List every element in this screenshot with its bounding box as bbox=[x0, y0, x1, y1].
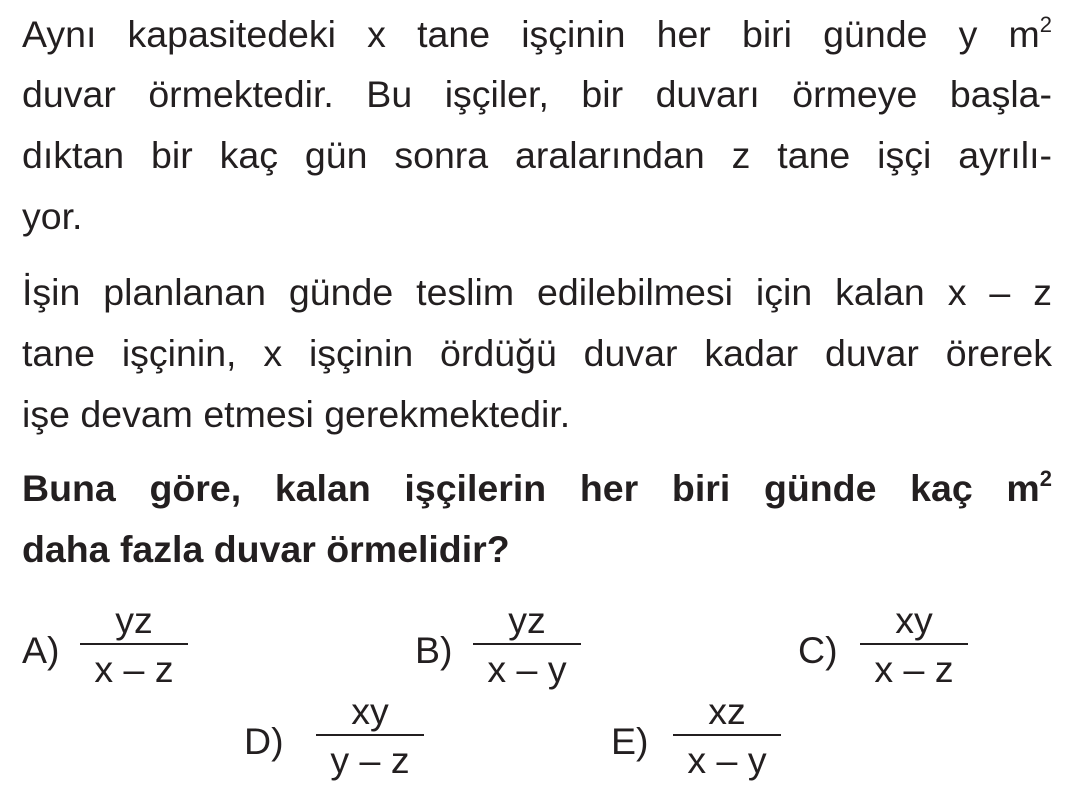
fraction-bar bbox=[80, 643, 188, 645]
paragraph1-line2: duvar örmektedir. Bu işçiler, bir duvarı örmeye başla- bbox=[22, 73, 1052, 115]
option-fraction bbox=[316, 691, 424, 780]
option-fraction bbox=[473, 600, 581, 689]
fraction-numerator: yz bbox=[508, 599, 546, 641]
fraction-numerator: xz bbox=[708, 690, 746, 732]
option-label: D) bbox=[244, 720, 284, 762]
superscript-two: 2 bbox=[1039, 466, 1052, 491]
paragraph2-line3: işe devam etmesi gerekmektedir. bbox=[22, 393, 571, 435]
fraction-denominator: x – y bbox=[687, 739, 767, 781]
question-line2: daha fazla duvar örmelidir? bbox=[22, 528, 510, 570]
fraction-denominator: x – y bbox=[487, 648, 567, 690]
superscript-two: 2 bbox=[1039, 12, 1052, 37]
fraction-numerator: yz bbox=[115, 599, 153, 641]
option-label: E) bbox=[611, 720, 649, 762]
option-fraction bbox=[860, 600, 968, 689]
fraction-denominator: x – z bbox=[874, 648, 954, 690]
fraction-bar bbox=[860, 643, 968, 645]
option-fraction bbox=[673, 691, 781, 780]
fraction-bar bbox=[473, 643, 581, 645]
fraction-numerator: xy bbox=[351, 690, 389, 732]
paragraph1-line1: Aynı kapasitedeki x tane işçinin her biri günde y $m^2$ bbox=[22, 12, 1052, 55]
paragraph2-line1: İşin planlanan günde teslim edilebilmesi için kalan x – z bbox=[22, 271, 1052, 313]
fraction-numerator: xy bbox=[895, 599, 933, 641]
option-label: A) bbox=[22, 629, 60, 671]
fraction-bar bbox=[673, 734, 781, 736]
option-label: B) bbox=[415, 629, 453, 671]
option-label: C) bbox=[798, 629, 838, 671]
fraction-bar bbox=[316, 734, 424, 736]
option-fraction bbox=[80, 600, 188, 689]
fraction-denominator: x – z bbox=[94, 648, 174, 690]
paragraph2-line2: tane işçinin, x işçinin ördüğü duvar kadar duvar örerek bbox=[22, 332, 1052, 374]
paragraph1-line3: dıktan bir kaç gün sonra aralarından z tane işçi ayrılı- bbox=[22, 134, 1052, 176]
question-line1: Buna göre, kalan işçilerin her biri günde kaç $m^2$ bbox=[22, 466, 1052, 509]
paragraph1-line4: yor. bbox=[22, 195, 83, 237]
fraction-denominator: y – z bbox=[330, 739, 410, 781]
